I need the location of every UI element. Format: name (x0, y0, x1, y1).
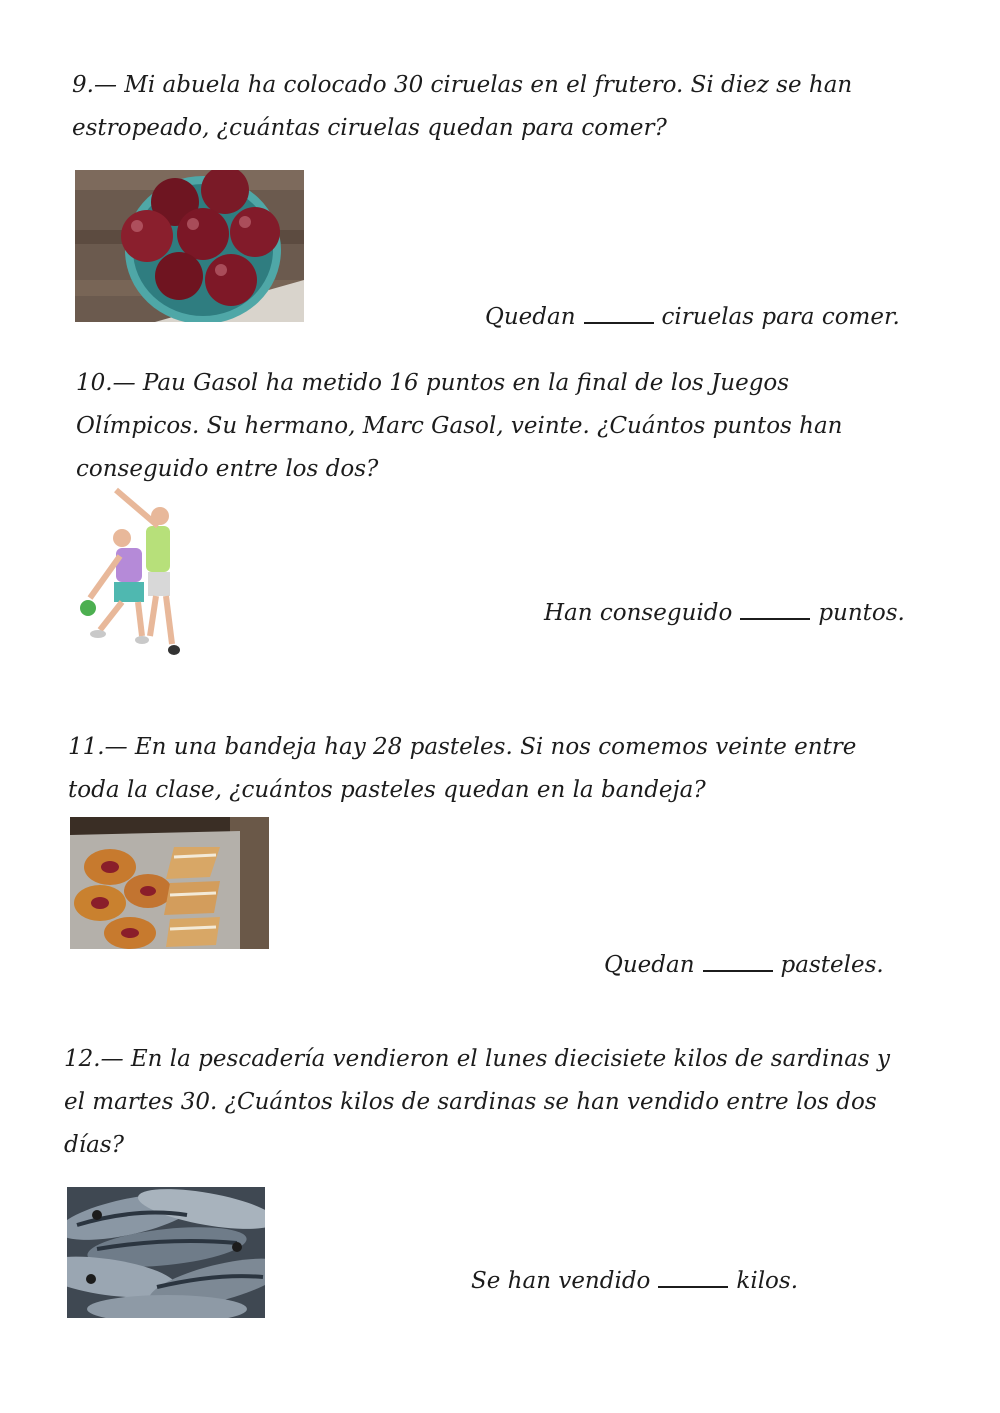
problem-statement: En la pescadería vendieron el lunes diecisiete kilos de sardinas y el martes 30. ¿Cuántos kilos de sardinas se han vendido entre los dos días? (64, 1046, 891, 1158)
problem-11-text (68, 726, 898, 812)
problem-statement: Mi abuela ha colocado 30 ciruelas en el frutero. Si diez se han estropeado, ¿cuántas ciruelas quedan para comer? (72, 72, 853, 141)
problem-12-answer: Se han vendido kilos. (471, 1268, 799, 1294)
answer-blank[interactable] (740, 598, 810, 620)
basketball-players-image (76, 486, 184, 658)
answer-blank[interactable] (703, 950, 773, 972)
problem-number: 10.— (76, 370, 136, 396)
sardines-image (67, 1187, 265, 1318)
problem-12-text (64, 1038, 894, 1167)
problem-number: 12.— (64, 1046, 124, 1072)
problem-11-answer: Quedan pasteles. (604, 952, 884, 978)
problem-number: 11.— (68, 734, 128, 760)
problem-9-answer: Quedan ciruelas para comer. (485, 304, 900, 330)
plums-bowl-image (75, 170, 304, 322)
pastry-tray-image (70, 817, 269, 949)
problem-10-text (76, 362, 906, 491)
problem-statement: En una bandeja hay 28 pasteles. Si nos comemos veinte entre toda la clase, ¿cuántos pasteles quedan en la bandeja? (68, 734, 857, 803)
problem-9-text (72, 64, 902, 150)
problem-10-answer: Han conseguido puntos. (544, 600, 905, 626)
answer-blank[interactable] (658, 1266, 728, 1288)
problem-number: 9.— (72, 72, 117, 98)
answer-blank[interactable] (584, 302, 654, 324)
problem-statement: Pau Gasol ha metido 16 puntos en la final de los Juegos Olímpicos. Su hermano, Marc Gasol, veinte. ¿Cuántos puntos han conseguido entre los dos? (76, 370, 843, 482)
